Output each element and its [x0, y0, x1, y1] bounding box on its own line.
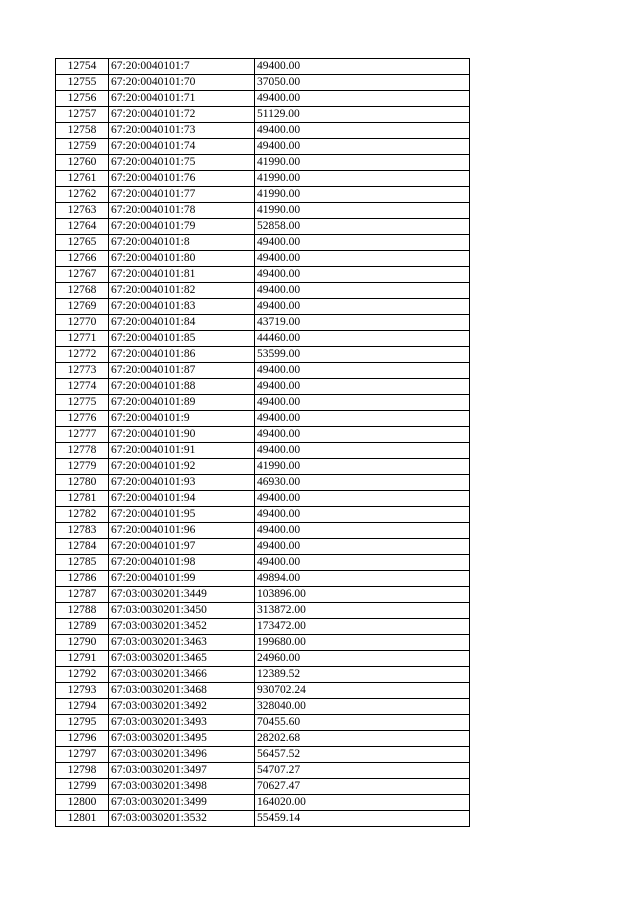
value-cell: 49894.00 [255, 571, 470, 587]
table-row [56, 507, 470, 523]
row-number-cell: 12785 [56, 555, 109, 571]
row-number-cell: 12760 [56, 155, 109, 171]
cadastral-number-cell: 67:03:0030201:3497 [109, 763, 255, 779]
value-cell: 49400.00 [255, 507, 470, 523]
cadastral-number-cell: 67:20:0040101:91 [109, 443, 255, 459]
value-cell: 49400.00 [255, 139, 470, 155]
table-row [56, 811, 470, 827]
cadastral-number-cell: 67:03:0030201:3498 [109, 779, 255, 795]
row-number-cell: 12800 [56, 795, 109, 811]
value-cell: 49400.00 [255, 379, 470, 395]
value-cell: 37050.00 [255, 75, 470, 91]
table-row [56, 763, 470, 779]
row-number-cell: 12796 [56, 731, 109, 747]
value-cell: 49400.00 [255, 123, 470, 139]
row-number-cell: 12794 [56, 699, 109, 715]
table-row [56, 75, 470, 91]
row-number-cell: 12764 [56, 219, 109, 235]
row-number-cell: 12779 [56, 459, 109, 475]
cadastral-number-cell: 67:03:0030201:3496 [109, 747, 255, 763]
row-number-cell: 12792 [56, 667, 109, 683]
cadastral-number-cell: 67:20:0040101:75 [109, 155, 255, 171]
table-row [56, 683, 470, 699]
table-row [56, 203, 470, 219]
table-row [56, 779, 470, 795]
value-cell: 49400.00 [255, 363, 470, 379]
row-number-cell: 12801 [56, 811, 109, 827]
row-number-cell: 12784 [56, 539, 109, 555]
table-row [56, 795, 470, 811]
row-number-cell: 12788 [56, 603, 109, 619]
cadastral-number-cell: 67:03:0030201:3492 [109, 699, 255, 715]
table-row [56, 251, 470, 267]
table-row [56, 299, 470, 315]
table-row [56, 59, 470, 75]
row-number-cell: 12774 [56, 379, 109, 395]
table-row [56, 171, 470, 187]
table-row [56, 651, 470, 667]
value-cell: 44460.00 [255, 331, 470, 347]
cadastral-number-cell: 67:03:0030201:3452 [109, 619, 255, 635]
cadastral-number-cell: 67:03:0030201:3493 [109, 715, 255, 731]
cadastral-number-cell: 67:20:0040101:72 [109, 107, 255, 123]
cadastral-number-cell: 67:03:0030201:3466 [109, 667, 255, 683]
row-number-cell: 12772 [56, 347, 109, 363]
row-number-cell: 12756 [56, 91, 109, 107]
cadastral-number-cell: 67:03:0030201:3463 [109, 635, 255, 651]
cadastral-number-cell: 67:20:0040101:86 [109, 347, 255, 363]
value-cell: 41990.00 [255, 459, 470, 475]
row-number-cell: 12757 [56, 107, 109, 123]
cadastral-number-cell: 67:20:0040101:83 [109, 299, 255, 315]
row-number-cell: 12797 [56, 747, 109, 763]
table-row [56, 155, 470, 171]
table-row [56, 555, 470, 571]
value-cell: 56457.52 [255, 747, 470, 763]
table-row [56, 491, 470, 507]
value-cell: 164020.00 [255, 795, 470, 811]
table-row [56, 123, 470, 139]
value-cell: 173472.00 [255, 619, 470, 635]
cadastral-number-cell: 67:20:0040101:96 [109, 523, 255, 539]
table-row [56, 379, 470, 395]
cadastral-number-cell: 67:03:0030201:3450 [109, 603, 255, 619]
cadastral-number-cell: 67:20:0040101:81 [109, 267, 255, 283]
row-number-cell: 12768 [56, 283, 109, 299]
table-row [56, 427, 470, 443]
cadastral-number-cell: 67:20:0040101:80 [109, 251, 255, 267]
cadastral-number-cell: 67:20:0040101:73 [109, 123, 255, 139]
value-cell: 930702.24 [255, 683, 470, 699]
row-number-cell: 12783 [56, 523, 109, 539]
value-cell: 49400.00 [255, 491, 470, 507]
row-number-cell: 12773 [56, 363, 109, 379]
row-number-cell: 12769 [56, 299, 109, 315]
row-number-cell: 12770 [56, 315, 109, 331]
value-cell: 49400.00 [255, 251, 470, 267]
row-number-cell: 12767 [56, 267, 109, 283]
cadastral-number-cell: 67:20:0040101:99 [109, 571, 255, 587]
cadastral-number-cell: 67:20:0040101:98 [109, 555, 255, 571]
cadastral-number-cell: 67:03:0030201:3499 [109, 795, 255, 811]
value-cell: 313872.00 [255, 603, 470, 619]
row-number-cell: 12793 [56, 683, 109, 699]
cadastral-number-cell: 67:03:0030201:3468 [109, 683, 255, 699]
row-number-cell: 12763 [56, 203, 109, 219]
table-row [56, 363, 470, 379]
row-number-cell: 12780 [56, 475, 109, 491]
table-row [56, 331, 470, 347]
table-row [56, 411, 470, 427]
table-row [56, 539, 470, 555]
table-row [56, 635, 470, 651]
row-number-cell: 12775 [56, 395, 109, 411]
value-cell: 49400.00 [255, 427, 470, 443]
cadastral-number-cell: 67:03:0030201:3449 [109, 587, 255, 603]
value-cell: 41990.00 [255, 187, 470, 203]
cadastral-number-cell: 67:20:0040101:95 [109, 507, 255, 523]
cadastral-number-cell: 67:20:0040101:97 [109, 539, 255, 555]
table-row [56, 283, 470, 299]
table-row [56, 347, 470, 363]
value-cell: 24960.00 [255, 651, 470, 667]
table-row [56, 107, 470, 123]
table-row [56, 187, 470, 203]
cadastral-number-cell: 67:20:0040101:70 [109, 75, 255, 91]
value-cell: 49400.00 [255, 59, 470, 75]
table-row [56, 459, 470, 475]
table-row [56, 475, 470, 491]
cadastral-number-cell: 67:20:0040101:8 [109, 235, 255, 251]
cadastral-number-cell: 67:20:0040101:9 [109, 411, 255, 427]
value-cell: 46930.00 [255, 475, 470, 491]
row-number-cell: 12782 [56, 507, 109, 523]
value-cell: 53599.00 [255, 347, 470, 363]
cadastral-number-cell: 67:20:0040101:85 [109, 331, 255, 347]
value-cell: 41990.00 [255, 155, 470, 171]
row-number-cell: 12778 [56, 443, 109, 459]
cadastral-number-cell: 67:20:0040101:79 [109, 219, 255, 235]
row-number-cell: 12759 [56, 139, 109, 155]
value-cell: 49400.00 [255, 267, 470, 283]
table-row [56, 219, 470, 235]
value-cell: 49400.00 [255, 91, 470, 107]
table-row [56, 91, 470, 107]
cadastral-number-cell: 67:20:0040101:84 [109, 315, 255, 331]
cadastral-number-cell: 67:03:0030201:3495 [109, 731, 255, 747]
table-body [56, 59, 470, 827]
cadastral-number-cell: 67:20:0040101:92 [109, 459, 255, 475]
cadastral-number-cell: 67:20:0040101:89 [109, 395, 255, 411]
value-cell: 51129.00 [255, 107, 470, 123]
value-cell: 52858.00 [255, 219, 470, 235]
table-row [56, 731, 470, 747]
row-number-cell: 12777 [56, 427, 109, 443]
table-row [56, 603, 470, 619]
row-number-cell: 12758 [56, 123, 109, 139]
cadastral-number-cell: 67:20:0040101:94 [109, 491, 255, 507]
cadastral-value-table [55, 58, 470, 827]
row-number-cell: 12787 [56, 587, 109, 603]
value-cell: 55459.14 [255, 811, 470, 827]
row-number-cell: 12799 [56, 779, 109, 795]
row-number-cell: 12786 [56, 571, 109, 587]
value-cell: 49400.00 [255, 443, 470, 459]
table-row [56, 395, 470, 411]
table-row [56, 667, 470, 683]
cadastral-number-cell: 67:20:0040101:78 [109, 203, 255, 219]
cadastral-number-cell: 67:20:0040101:74 [109, 139, 255, 155]
row-number-cell: 12795 [56, 715, 109, 731]
row-number-cell: 12754 [56, 59, 109, 75]
table-row [56, 235, 470, 251]
cadastral-number-cell: 67:20:0040101:82 [109, 283, 255, 299]
value-cell: 49400.00 [255, 411, 470, 427]
row-number-cell: 12790 [56, 635, 109, 651]
row-number-cell: 12771 [56, 331, 109, 347]
table-row [56, 571, 470, 587]
table-row [56, 587, 470, 603]
value-cell: 49400.00 [255, 555, 470, 571]
value-cell: 49400.00 [255, 523, 470, 539]
table-row [56, 443, 470, 459]
value-cell: 70455.60 [255, 715, 470, 731]
row-number-cell: 12766 [56, 251, 109, 267]
row-number-cell: 12789 [56, 619, 109, 635]
cadastral-number-cell: 67:20:0040101:7 [109, 59, 255, 75]
row-number-cell: 12776 [56, 411, 109, 427]
value-cell: 12389.52 [255, 667, 470, 683]
row-number-cell: 12781 [56, 491, 109, 507]
value-cell: 103896.00 [255, 587, 470, 603]
cadastral-number-cell: 67:20:0040101:76 [109, 171, 255, 187]
row-number-cell: 12755 [56, 75, 109, 91]
row-number-cell: 12765 [56, 235, 109, 251]
value-cell: 41990.00 [255, 171, 470, 187]
value-cell: 49400.00 [255, 299, 470, 315]
value-cell: 49400.00 [255, 395, 470, 411]
cadastral-number-cell: 67:20:0040101:88 [109, 379, 255, 395]
cadastral-number-cell: 67:20:0040101:87 [109, 363, 255, 379]
table-row [56, 699, 470, 715]
table-row [56, 747, 470, 763]
row-number-cell: 12762 [56, 187, 109, 203]
cadastral-number-cell: 67:03:0030201:3465 [109, 651, 255, 667]
cadastral-number-cell: 67:20:0040101:77 [109, 187, 255, 203]
value-cell: 49400.00 [255, 539, 470, 555]
value-cell: 328040.00 [255, 699, 470, 715]
cadastral-number-cell: 67:03:0030201:3532 [109, 811, 255, 827]
table-row [56, 619, 470, 635]
value-cell: 49400.00 [255, 283, 470, 299]
table-row [56, 315, 470, 331]
table-row [56, 523, 470, 539]
value-cell: 49400.00 [255, 235, 470, 251]
table-row [56, 715, 470, 731]
row-number-cell: 12761 [56, 171, 109, 187]
value-cell: 41990.00 [255, 203, 470, 219]
value-cell: 199680.00 [255, 635, 470, 651]
row-number-cell: 12798 [56, 763, 109, 779]
table-row [56, 139, 470, 155]
value-cell: 70627.47 [255, 779, 470, 795]
value-cell: 54707.27 [255, 763, 470, 779]
row-number-cell: 12791 [56, 651, 109, 667]
cadastral-number-cell: 67:20:0040101:93 [109, 475, 255, 491]
cadastral-number-cell: 67:20:0040101:71 [109, 91, 255, 107]
cadastral-number-cell: 67:20:0040101:90 [109, 427, 255, 443]
value-cell: 28202.68 [255, 731, 470, 747]
value-cell: 43719.00 [255, 315, 470, 331]
table-row [56, 267, 470, 283]
